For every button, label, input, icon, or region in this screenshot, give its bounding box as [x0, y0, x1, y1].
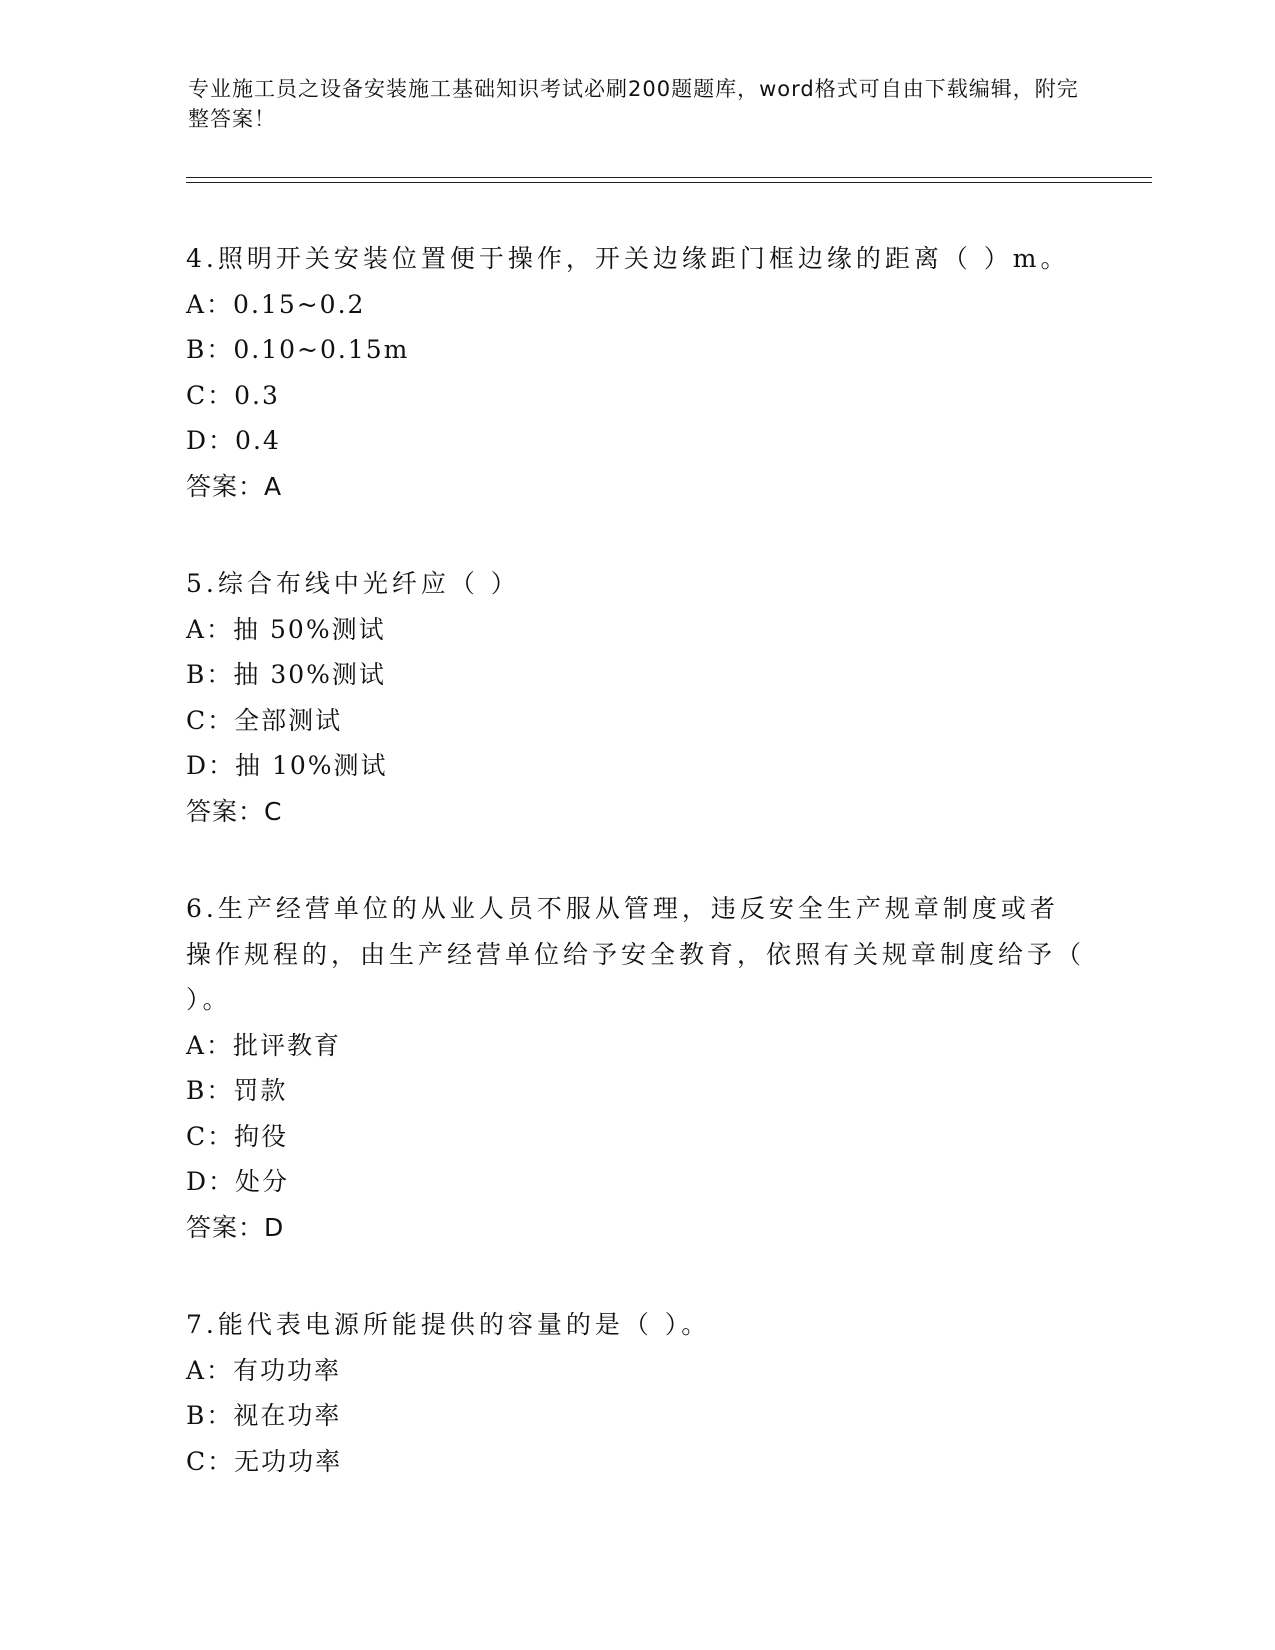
option-c: C：无功功率: [186, 1446, 343, 1476]
answer-line: 答案：A: [186, 471, 283, 501]
option-c: C：0.3: [186, 380, 280, 410]
answer-line: 答案：D: [186, 1212, 285, 1242]
answer-line: 答案：C: [186, 796, 283, 826]
option-b: B：0.10~0.15m: [186, 335, 410, 364]
option-c: C：拘役: [186, 1121, 289, 1151]
document-header: 专业施工员之设备安装施工基础知识考试必刷200题题库，word格式可自由下载编辑，附完整答案！: [188, 77, 1079, 131]
header-divider-bottom: [186, 182, 1152, 183]
question-5: [186, 561, 1086, 834]
option-a: A：有功功率: [186, 1355, 342, 1385]
option-d: D：0.4: [186, 426, 281, 455]
option-a: A：0.15~0.2: [186, 289, 366, 319]
question-4: [186, 236, 1086, 509]
option-b: B：抽 30%测试: [186, 660, 386, 689]
question-text: 7.能代表电源所能提供的容量的是（ ）。: [186, 1310, 711, 1339]
option-c: C：全部测试: [186, 705, 343, 735]
option-b: B：罚款: [186, 1076, 288, 1105]
option-a: A：批评教育: [186, 1030, 342, 1060]
question-text: 5.综合布线中光纤应（ ）: [186, 569, 520, 598]
question-text: 4.照明开关安装位置便于操作，开关边缘距门框边缘的距离（ ）m。: [186, 244, 1070, 273]
question-list: [186, 236, 1086, 1536]
option-a: A：抽 50%测试: [186, 614, 386, 644]
option-b: B：视在功率: [186, 1401, 342, 1430]
question-6: [186, 886, 1086, 1250]
question-7: [186, 1302, 1086, 1484]
option-d: D：处分: [186, 1167, 290, 1196]
header-divider-top: [186, 177, 1152, 178]
option-d: D：抽 10%测试: [186, 751, 388, 780]
question-text: 6.生产经营单位的从业人员不服从管理，违反安全生产规章制度或者操作规程的，由生产经营单位给予安全教育，依照有关规章制度给予（ ）。: [186, 894, 1086, 1014]
